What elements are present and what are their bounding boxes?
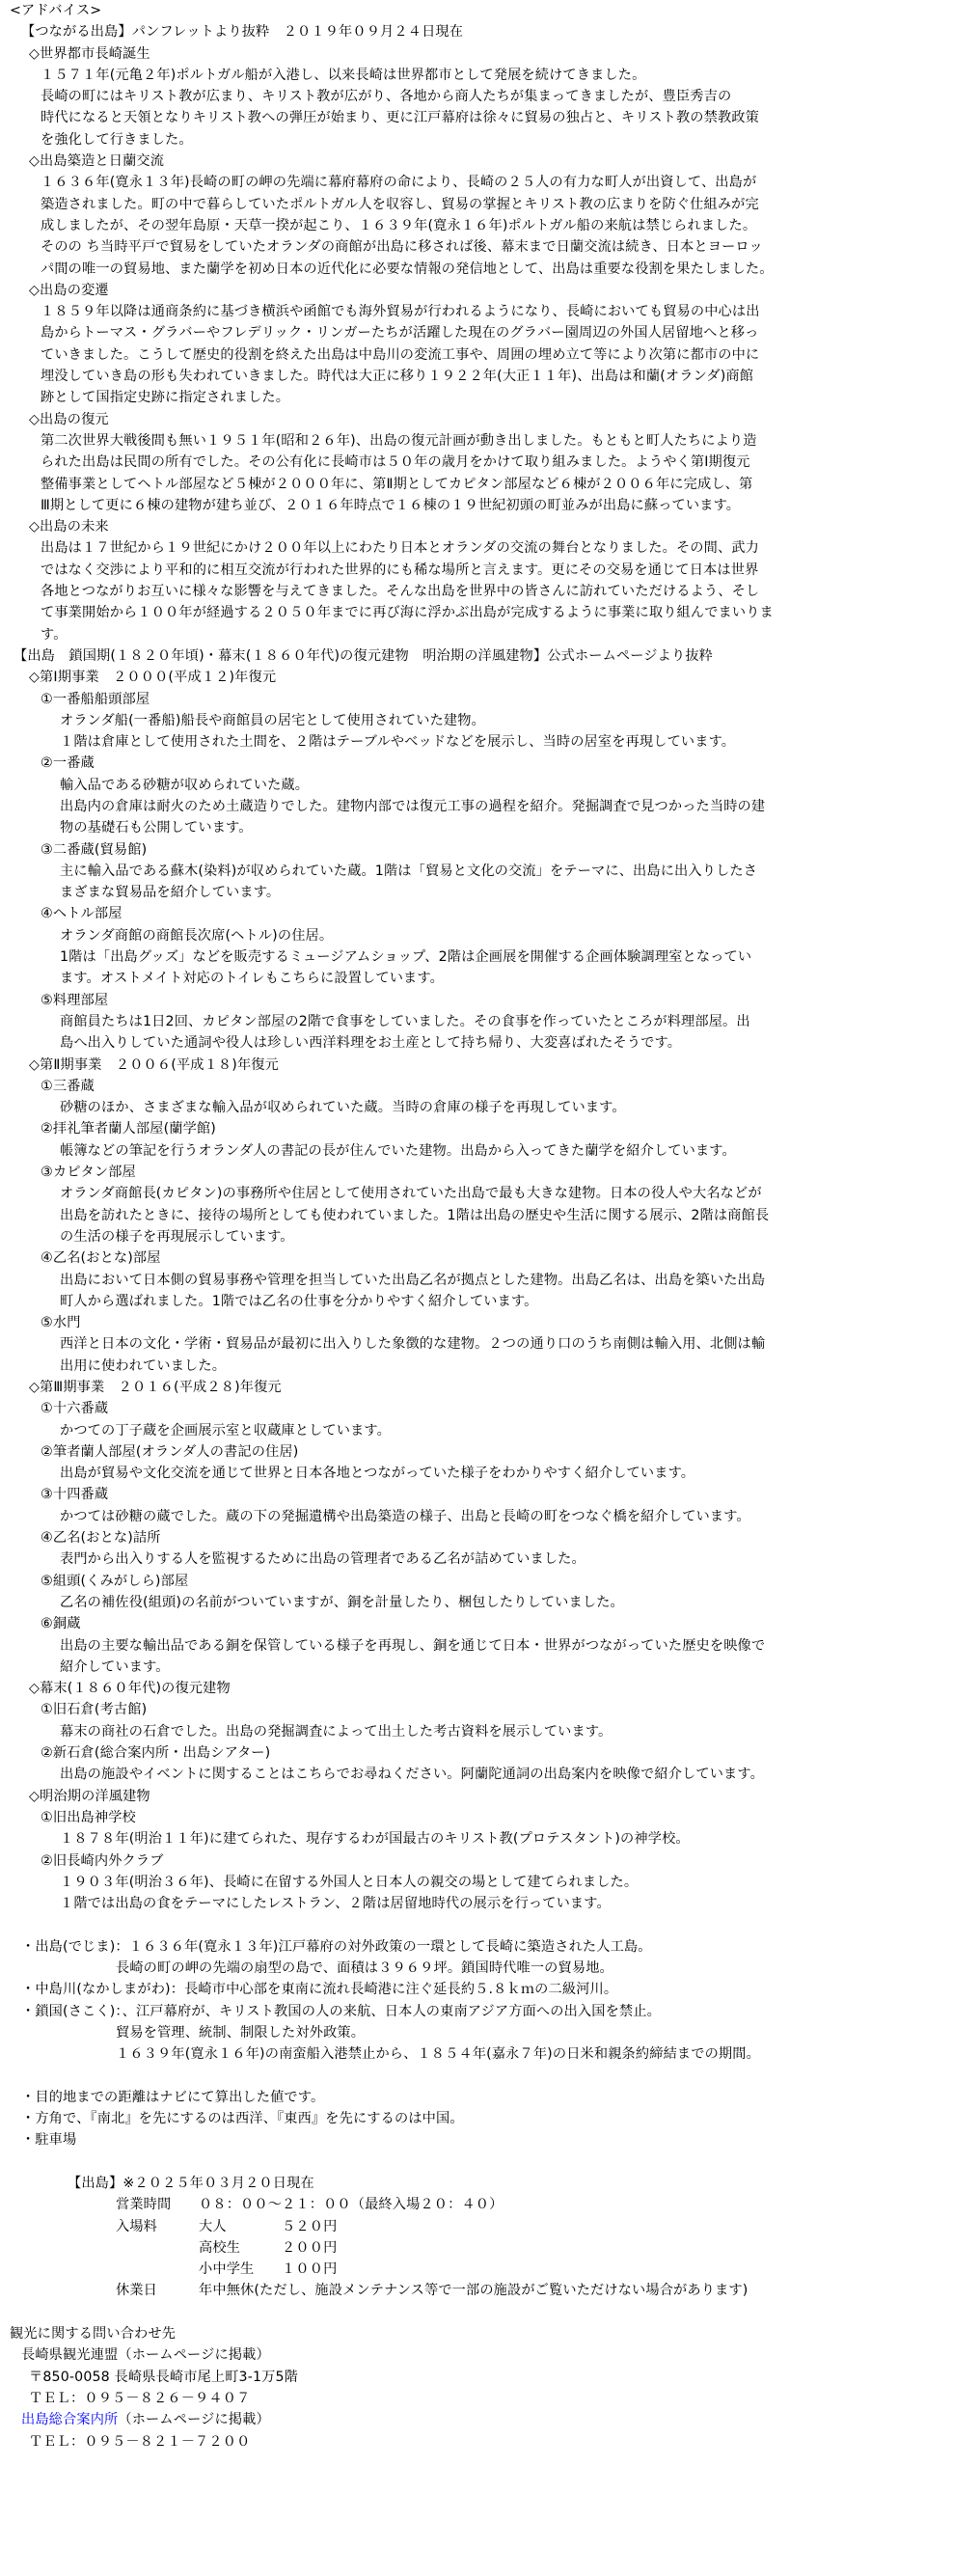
text-line: 乙名の補佐役(組頭)の名前がついていますが、銅を計量したり、梱包したりしていました。 bbox=[60, 1594, 624, 1610]
text-line: 砂糖のほか、さまざまな輸入品が収められていた蔵。当時の倉庫の様子を再現しています。 bbox=[60, 1100, 626, 1116]
text-line: の生活の様子を再現展示しています。 bbox=[60, 1228, 294, 1245]
text-line: ①旧石倉(考古館) bbox=[41, 1702, 148, 1718]
text-line: ◇出島の復元 bbox=[29, 411, 109, 427]
text-line: ③カピタン部屋 bbox=[41, 1165, 136, 1181]
text-line: 出島において日本側の貿易事務や管理を担当していた出島乙名が拠点とした建物。出島乙名は、出島を築いた出島 bbox=[60, 1272, 766, 1288]
text-line: ◇明治期の洋風建物 bbox=[29, 1788, 150, 1804]
text-line: ⑤組頭(くみがしら)部屋 bbox=[41, 1573, 189, 1589]
text-line: て事業開始から１００年が経過する２０５０年までに再び海に浮かぶ出島が完成するように事業に取り組んでまいりま bbox=[41, 605, 774, 621]
text-line: オランダ商館の商館長次席(ヘトル)の住居。 bbox=[60, 927, 334, 944]
text-line: １階では出島の食をテーマにしたレストラン、２階は居留地時代の展示を行っています。 bbox=[60, 1896, 611, 1912]
text-line: ④ヘトル部屋 bbox=[41, 906, 122, 922]
text-line: ◇第Ⅰ期事業 ２０００(平成１２)年復元 bbox=[29, 670, 277, 686]
text-line: られた出島は民間の所有でした。その公有化に長崎市は５０年の歳月をかけて取り組みました。ようやく第Ⅰ期復元 bbox=[41, 454, 750, 471]
text-line: １５７１年(元亀２年)ポルトガル船が入港し、以来長崎は世界都市として発展を続けてきました。 bbox=[41, 67, 646, 83]
text-line: ◇出島の未来 bbox=[29, 519, 109, 535]
text-line: 営業時間 ０８：００～２１：００（最終入場２０：４０） bbox=[116, 2197, 504, 2213]
text-line: ③十四番蔵 bbox=[41, 1487, 109, 1503]
text-line: 紹介しています。 bbox=[60, 1658, 170, 1675]
text-line: ②筆者蘭人部屋(オランダ人の書記の住居) bbox=[41, 1443, 299, 1460]
text-line: 出用に使われていました。 bbox=[60, 1357, 227, 1374]
text-line: １６３９年(寛永１６年)の南蛮船入港禁止から、１８５４年(嘉永７年)の日米和親条約締結までの期間。 bbox=[116, 2046, 760, 2063]
text-line: まざまな貿易品を紹介しています。 bbox=[60, 885, 281, 901]
dejima-info-link[interactable]: 出島総合案内所 bbox=[21, 2412, 119, 2428]
text-line: 表門から出入りする人を監視するために出島の管理者である乙名が詰めていました。 bbox=[60, 1551, 585, 1568]
text-line: 出島は１７世紀から１９世紀にかけ２００年以上にわたり日本とオランダの交流の舞台となりました。その間、武力 bbox=[41, 540, 759, 557]
text-line: 出島の主要な輸出品である銅を保管している様子を再現し、銅を通じて日本・世界がつながっていた歴史を映像で bbox=[60, 1637, 766, 1654]
text-line: 時代になると天領となりキリスト教への弾圧が始まり、更に江戸幕府は徐々に貿易の独占と、キリスト教の禁教政策 bbox=[41, 110, 759, 126]
text-line: す。 bbox=[41, 626, 68, 643]
text-line: 帳簿などの筆記を行うオランダ人の書記の長が住んでいた建物。出島から入ってきた蘭学を紹介しています。 bbox=[60, 1142, 736, 1159]
text-line: ②一番蔵 bbox=[41, 755, 95, 772]
text-line: 出島内の倉庫は耐火のため土蔵造りでした。建物内部では復元工事の過程を紹介。発掘調査で見つかった当時の建 bbox=[60, 798, 766, 814]
text-line: 長崎県観光連盟（ホームページに掲載） bbox=[21, 2347, 270, 2364]
text-line: ①一番船船頭部屋 bbox=[41, 691, 150, 707]
text-line: 小中学生 １００円 bbox=[116, 2261, 338, 2278]
text-line: ・中島川(なかしまがわ)：長崎市中心部を東南に流れ長崎港に注ぐ延長約５.８ｋｍの二級河川。 bbox=[21, 1982, 618, 1998]
text-line: 島へ出入りしていた通詞や役人は珍しい西洋料理をお土産として持ち帰り、大変喜ばれたそうです。 bbox=[60, 1035, 682, 1052]
text-line: 整備事業としてヘトル部屋など５棟が２０００年に、第Ⅱ期としてカピタン部屋など６棟が２００６年に完成し、第 bbox=[41, 476, 753, 492]
text-line: 主に輸入品である蘇木(染料)が収められていた蔵。1階は「貿易と文化の交流」をテーマに、出島に出入りしたさ bbox=[60, 863, 758, 879]
text-line: 長崎の町の岬の先端の扇型の島で、面積は３９６９坪。鎖国時代唯一の貿易地。 bbox=[116, 1960, 613, 1977]
text-line: ①三番蔵 bbox=[41, 1078, 95, 1094]
text-line: 跡として国指定史跡に指定されました。 bbox=[41, 390, 290, 406]
text-line: 【つながる出島】パンフレットより抜粋 ２０１９年０９月２４日現在 bbox=[21, 24, 464, 41]
text-line: ・鎖国(さこく)：、江戸幕府が、キリスト教国の人の来航、日本人の東南アジア方面への出入国を禁止。 bbox=[21, 2003, 661, 2019]
text-line: 【出島】※２０２５年０３月２０日現在 bbox=[68, 2175, 314, 2191]
text-line: 築造されました。町の中で暮らしていたポルトガル人を収容し、貿易の掌握とキリスト教の広まりを防ぐ仕組みが完 bbox=[41, 196, 759, 212]
text-line: 幕末の商社の石倉でした。出島の発掘調査によって出土した考古資料を展示しています。 bbox=[60, 1723, 612, 1740]
text-line: ⑤水門 bbox=[41, 1315, 81, 1331]
text-line: ②旧長崎内外クラブ bbox=[41, 1852, 164, 1869]
text-line: 貿易を管理、統制、制限した対外政策。 bbox=[116, 2024, 366, 2041]
text-line: パ間の唯一の貿易地、また蘭学を初め日本の近代化に必要な情報の発信地として、出島は重要な役割を果たしました。 bbox=[41, 260, 774, 277]
text-line: 出島を訪れたときに、接待の場所としても使われていました。1階は出島の歴史や生活に関する展示、2階は商館長 bbox=[60, 1207, 770, 1223]
text-line: １階は倉庫として使用された土間を、２階はテーブルやベッドなどを展示し、当時の居室を再現しています。 bbox=[60, 734, 736, 751]
text-line: 1階は「出島グッズ」などを販売するミュージアムショップ、2階は企画展を開催する企画体験調理室となってい bbox=[60, 949, 752, 966]
text-line: ◇出島の変遷 bbox=[29, 282, 109, 298]
text-line: 長崎の町にはキリスト教が広まり、キリスト教が広がり、各地から商人たちが集まってきましたが、豊臣秀吉の bbox=[41, 89, 732, 105]
text-line: 休業日 年中無休(ただし、施設メンテナンス等で一部の施設がご覧いただけない場合があります) bbox=[116, 2283, 749, 2299]
text-line: を強化して行きました。 bbox=[41, 131, 193, 148]
text-line: 物の基礎石も公開しています。 bbox=[60, 820, 253, 836]
blank-line bbox=[0, 2066, 980, 2087]
text-line: 入場料 大人 ５２０円 bbox=[116, 2218, 338, 2234]
text-line: 〒850-0058 長崎県長崎市尾上町3-1万5階 bbox=[29, 2369, 299, 2385]
text-line: １６３６年(寛永１３年)長崎の町の岬の先端に幕府幕府の命により、長崎の２５人の有力な町人が出資して、出島が bbox=[41, 175, 757, 191]
text-line bbox=[0, 2409, 980, 2430]
text-line: ます。オストメイト対応のトイレもこちらに設置しています。 bbox=[60, 971, 444, 987]
text-line: 出島の施設やイベントに関することはこちらでお尋ねください。阿蘭陀通詞の出島案内を映像で紹介しています。 bbox=[60, 1767, 764, 1783]
text-line: かつては砂糖の蔵でした。蔵の下の発掘遺構や出島築造の様子、出島と長崎の町をつなぐ橋を紹介しています。 bbox=[60, 1508, 750, 1524]
text-line: ④乙名(おとな)部屋 bbox=[41, 1250, 161, 1267]
text-line: ②新石倉(総合案内所・出島シアター) bbox=[41, 1745, 271, 1762]
text-line: ・出島(でじま)：１６３６年(寛永１３年)江戸幕府の対外政策の一環として長崎に築造された人工島。 bbox=[21, 1938, 652, 1955]
text-line: ◇出島築造と日蘭交流 bbox=[29, 153, 165, 170]
text-line: ③二番蔵(貿易館) bbox=[41, 841, 148, 858]
text-line: ⑤料理部屋 bbox=[41, 992, 109, 1008]
text-line: かつての丁子蔵を企画展示室と収蔵庫としています。 bbox=[60, 1422, 391, 1439]
text-line: 西洋と日本の文化・学術・貿易品が最初に出入りした象徴的な建物。２つの通り口のうち南側は輸入用、北側は輸 bbox=[60, 1336, 766, 1353]
text-line: 埋没していき島の形も失われていきました。時代は大正に移り１９２２年(大正１１年)、出島は和蘭(オランダ)商館 bbox=[41, 369, 754, 385]
text-line: 輸入品である砂糖が収められていた蔵。 bbox=[60, 777, 310, 793]
text-line: 町人から選ばれました。1階では乙名の仕事を分かりやすく紹介しています。 bbox=[60, 1293, 538, 1309]
text-line: そのの ち当時平戸で貿易をしていたオランダの商館が出島に移されば後、幕末まで日蘭交流は続き、日本とヨーロッ bbox=[41, 239, 763, 256]
text-line: ていきました。こうして歴史的役割を終えた出島は中島川の変流工事や、周囲の埋め立て等により次第に都市の中に bbox=[41, 346, 760, 363]
text-line: ②拝礼筆者蘭人部屋(蘭学館) bbox=[41, 1121, 216, 1137]
text-line: ◇世界都市長崎誕生 bbox=[29, 45, 150, 62]
text-line: ⑥銅蔵 bbox=[41, 1616, 81, 1632]
text-line: オランダ商館長(カピタン)の事務所や住居として使用されていた出島で最も大きな建物。日本の役人や大名などが bbox=[60, 1186, 762, 1202]
text-line: １８５９年以降は通商条約に基づき横浜や函館でも海外貿易が行われるようになり、長崎においても貿易の中心は出 bbox=[41, 304, 760, 320]
text-line: １８７８年(明治１１年)に建てられた、現存するわが国最古のキリスト教(プロテスタント)の神学校。 bbox=[60, 1831, 690, 1848]
text-line: ＴＥＬ：０９５－８２１－７２００ bbox=[29, 2433, 251, 2450]
text-line: Ⅲ期として更に６棟の建物が建ち並び、２０１６年時点で１６棟の１９世紀初頭の町並みが出島に蘇っています。 bbox=[41, 497, 741, 513]
text-line: ・駐車場 bbox=[21, 2132, 77, 2149]
text-line: ◇幕末(１８６０年代)の復元建物 bbox=[29, 1681, 231, 1697]
text-line: ・方角で、『南北』を先にするのは西洋、『東西』を先にするのは中国。 bbox=[21, 2111, 464, 2127]
text-line: ①旧出島神学校 bbox=[41, 1809, 136, 1825]
text-line: オランダ船(一番船)船長や商館員の居宅として使用されていた建物。 bbox=[60, 712, 485, 728]
text-line: ①十六番蔵 bbox=[41, 1401, 109, 1417]
text-line: 商館員たちは1日2回、カピタン部屋の2階で食事をしていました。その食事を作っていたところが料理部屋。出 bbox=[60, 1013, 750, 1029]
text-line: １９０３年(明治３６年)、長崎に在留する外国人と日本人の親交の場として建てられました。 bbox=[60, 1874, 639, 1890]
text-line: 出島が貿易や文化交流を通じて世界と日本各地とつながっていた様子をわかりやすく紹介しています。 bbox=[60, 1466, 695, 1482]
text-line: 高校生 ２００円 bbox=[116, 2239, 338, 2256]
text-line: <アドバイス> bbox=[10, 3, 102, 18]
blank-line bbox=[0, 2151, 980, 2173]
text-line: ◇第Ⅱ期事業 ２００６(平成１８)年復元 bbox=[29, 1056, 279, 1073]
text-line: ④乙名(おとな)詰所 bbox=[41, 1530, 161, 1547]
text-line: 【出島 鎖国期(１８２０年頃)・幕末(１８６０年代)の復元建物 明治期の洋風建物】公式ホームページより抜粋 bbox=[14, 647, 713, 664]
text-line: 第二次世界大戦後間も無い１９５１年(昭和２６年)、出島の復元計画が動き出しました。もともと町人たちにより造 bbox=[41, 432, 757, 449]
text-line: 観光に関する問い合わせ先 bbox=[10, 2326, 177, 2343]
text-line: 成しましたが、その翌年島原・天草一揆が起こり、１６３９年(寛永１６年)ポルトガル船の来航は禁じられました。 bbox=[41, 217, 757, 233]
text-line: 各地とつながりお互いに様々な影響を与えてきました。そんな出島を世界中の皆さんに訪れていただけるよう、そし bbox=[41, 584, 760, 600]
text-line: ◇第Ⅲ期事業 ２０１６(平成２８)年復元 bbox=[29, 1380, 282, 1395]
text-line: 島からトーマス・グラバーやフレデリック・リンガーたちが活躍した現在のグラバー園周辺の外国人居留地へと移っ bbox=[41, 325, 759, 342]
text-line: ではなく交渉により平和的に相互交流が行われた世界的にも稀な場所と言えます。更にその交易を通じて日本は世界 bbox=[41, 562, 759, 578]
homepage-note: （ホームページに掲載） bbox=[118, 2412, 270, 2428]
text-line: ＴＥＬ：０９５－８２６－９４０７ bbox=[29, 2390, 251, 2406]
blank-line bbox=[0, 1914, 980, 1935]
blank-line bbox=[0, 2302, 980, 2323]
text-line: ・目的地までの距離はナビにて算出した値です。 bbox=[21, 2089, 325, 2105]
